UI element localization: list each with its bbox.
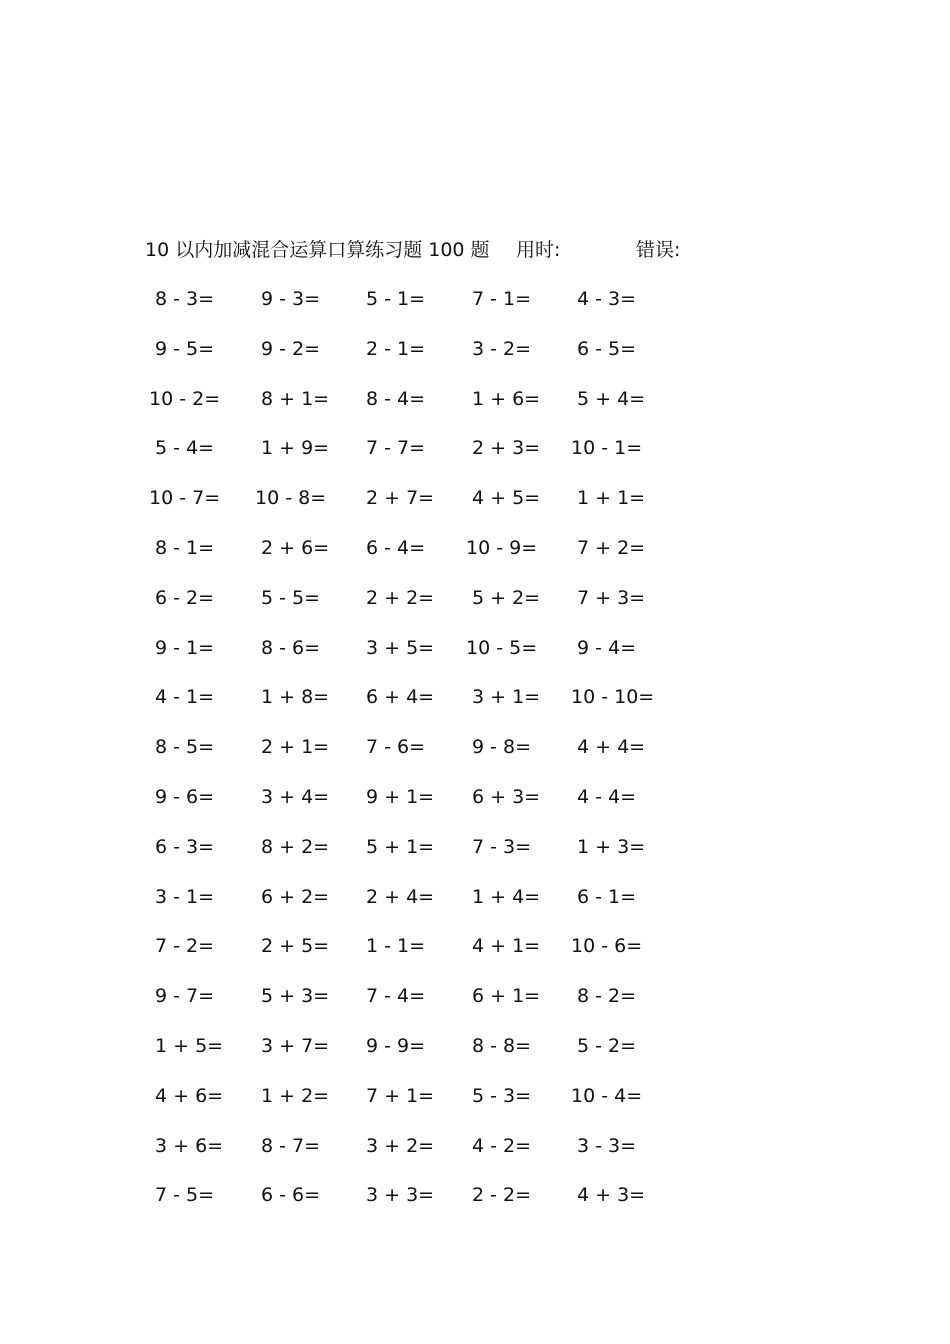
- problem-item: 4 - 2=: [472, 1135, 532, 1157]
- problem-item: 1 - 1=: [366, 935, 426, 957]
- problem-item: 5 - 5=: [261, 587, 321, 609]
- problem-item: 8 - 5=: [155, 736, 215, 758]
- problem-item: 5 + 1=: [366, 836, 435, 858]
- problem-item: 5 + 3=: [261, 985, 330, 1007]
- problem-item: 7 - 5=: [155, 1184, 215, 1206]
- problem-item: 2 - 1=: [366, 338, 426, 360]
- problem-item: 4 + 5=: [472, 487, 541, 509]
- problem-item: 6 + 3=: [472, 786, 541, 808]
- problem-item: 4 + 3=: [577, 1184, 646, 1206]
- problem-item: 10 - 8=: [255, 487, 327, 509]
- problem-item: 6 + 4=: [366, 686, 435, 708]
- problem-item: 9 - 6=: [155, 786, 215, 808]
- problem-item: 5 + 4=: [577, 388, 646, 410]
- problem-item: 6 - 1=: [577, 886, 637, 908]
- problem-item: 6 - 5=: [577, 338, 637, 360]
- problem-item: 10 - 5=: [466, 637, 538, 659]
- problem-item: 10 - 6=: [571, 935, 643, 957]
- problem-item: 9 - 8=: [472, 736, 532, 758]
- problem-item: 10 - 7=: [149, 487, 221, 509]
- problem-item: 7 - 1=: [472, 288, 532, 310]
- problem-item: 4 - 3=: [577, 288, 637, 310]
- problem-item: 8 - 3=: [155, 288, 215, 310]
- problem-item: 8 + 1=: [261, 388, 330, 410]
- problem-item: 1 + 1=: [577, 487, 646, 509]
- problem-item: 10 - 10=: [571, 686, 655, 708]
- problem-item: 8 - 6=: [261, 637, 321, 659]
- problem-item: 9 - 7=: [155, 985, 215, 1007]
- problem-item: 4 + 4=: [577, 736, 646, 758]
- problem-item: 9 - 5=: [155, 338, 215, 360]
- problem-item: 4 - 1=: [155, 686, 215, 708]
- problem-item: 8 - 4=: [366, 388, 426, 410]
- problem-item: 7 - 2=: [155, 935, 215, 957]
- problem-item: 6 - 3=: [155, 836, 215, 858]
- problem-item: 8 - 8=: [472, 1035, 532, 1057]
- problem-item: 1 + 5=: [155, 1035, 224, 1057]
- problem-item: 1 + 9=: [261, 437, 330, 459]
- worksheet-title: 10 以内加减混合运算口算练习题 100 题: [145, 239, 490, 261]
- problem-item: 8 - 2=: [577, 985, 637, 1007]
- problem-item: 9 - 3=: [261, 288, 321, 310]
- problem-item: 2 + 1=: [261, 736, 330, 758]
- problem-item: 9 - 2=: [261, 338, 321, 360]
- problem-item: 1 + 8=: [261, 686, 330, 708]
- problem-item: 3 + 7=: [261, 1035, 330, 1057]
- problem-item: 6 + 1=: [472, 985, 541, 1007]
- problem-item: 3 + 2=: [366, 1135, 435, 1157]
- problem-item: 8 - 7=: [261, 1135, 321, 1157]
- problem-item: 7 + 2=: [577, 537, 646, 559]
- problem-item: 5 - 1=: [366, 288, 426, 310]
- problem-item: 2 + 6=: [261, 537, 330, 559]
- problem-item: 3 + 5=: [366, 637, 435, 659]
- problem-item: 9 - 4=: [577, 637, 637, 659]
- problem-item: 2 + 5=: [261, 935, 330, 957]
- problem-item: 4 - 4=: [577, 786, 637, 808]
- problem-item: 2 + 3=: [472, 437, 541, 459]
- problem-item: 2 + 2=: [366, 587, 435, 609]
- problem-item: 7 + 1=: [366, 1085, 435, 1107]
- problem-item: 7 - 4=: [366, 985, 426, 1007]
- problem-item: 1 + 3=: [577, 836, 646, 858]
- errors-label: 错误:: [636, 239, 681, 261]
- problem-item: 3 - 3=: [577, 1135, 637, 1157]
- problem-item: 8 - 1=: [155, 537, 215, 559]
- problem-item: 7 + 3=: [577, 587, 646, 609]
- problem-item: 4 + 1=: [472, 935, 541, 957]
- problem-item: 5 - 2=: [577, 1035, 637, 1057]
- problem-item: 10 - 1=: [571, 437, 643, 459]
- problem-item: 6 + 2=: [261, 886, 330, 908]
- problem-item: 2 + 4=: [366, 886, 435, 908]
- problem-item: 3 + 6=: [155, 1135, 224, 1157]
- problem-item: 5 - 4=: [155, 437, 215, 459]
- problem-item: 3 + 3=: [366, 1184, 435, 1206]
- problem-item: 6 - 4=: [366, 537, 426, 559]
- problem-item: 5 + 2=: [472, 587, 541, 609]
- problem-item: 9 + 1=: [366, 786, 435, 808]
- problem-item: 7 - 7=: [366, 437, 426, 459]
- problem-item: 1 + 6=: [472, 388, 541, 410]
- problem-item: 8 + 2=: [261, 836, 330, 858]
- problem-item: 10 - 9=: [466, 537, 538, 559]
- problem-item: 1 + 4=: [472, 886, 541, 908]
- time-used-label: 用时:: [516, 239, 561, 261]
- problem-item: 7 - 6=: [366, 736, 426, 758]
- problem-item: 3 - 1=: [155, 886, 215, 908]
- problem-item: 7 - 3=: [472, 836, 532, 858]
- problem-item: 6 - 6=: [261, 1184, 321, 1206]
- problem-item: 9 - 9=: [366, 1035, 426, 1057]
- problem-item: 2 + 7=: [366, 487, 435, 509]
- problem-item: 9 - 1=: [155, 637, 215, 659]
- problem-item: 1 + 2=: [261, 1085, 330, 1107]
- problem-item: 4 + 6=: [155, 1085, 224, 1107]
- problem-item: 3 + 4=: [261, 786, 330, 808]
- problem-item: 10 - 2=: [149, 388, 221, 410]
- problem-item: 2 - 2=: [472, 1184, 532, 1206]
- problem-item: 5 - 3=: [472, 1085, 532, 1107]
- problem-item: 3 - 2=: [472, 338, 532, 360]
- problem-item: 6 - 2=: [155, 587, 215, 609]
- problem-item: 10 - 4=: [571, 1085, 643, 1107]
- problem-item: 3 + 1=: [472, 686, 541, 708]
